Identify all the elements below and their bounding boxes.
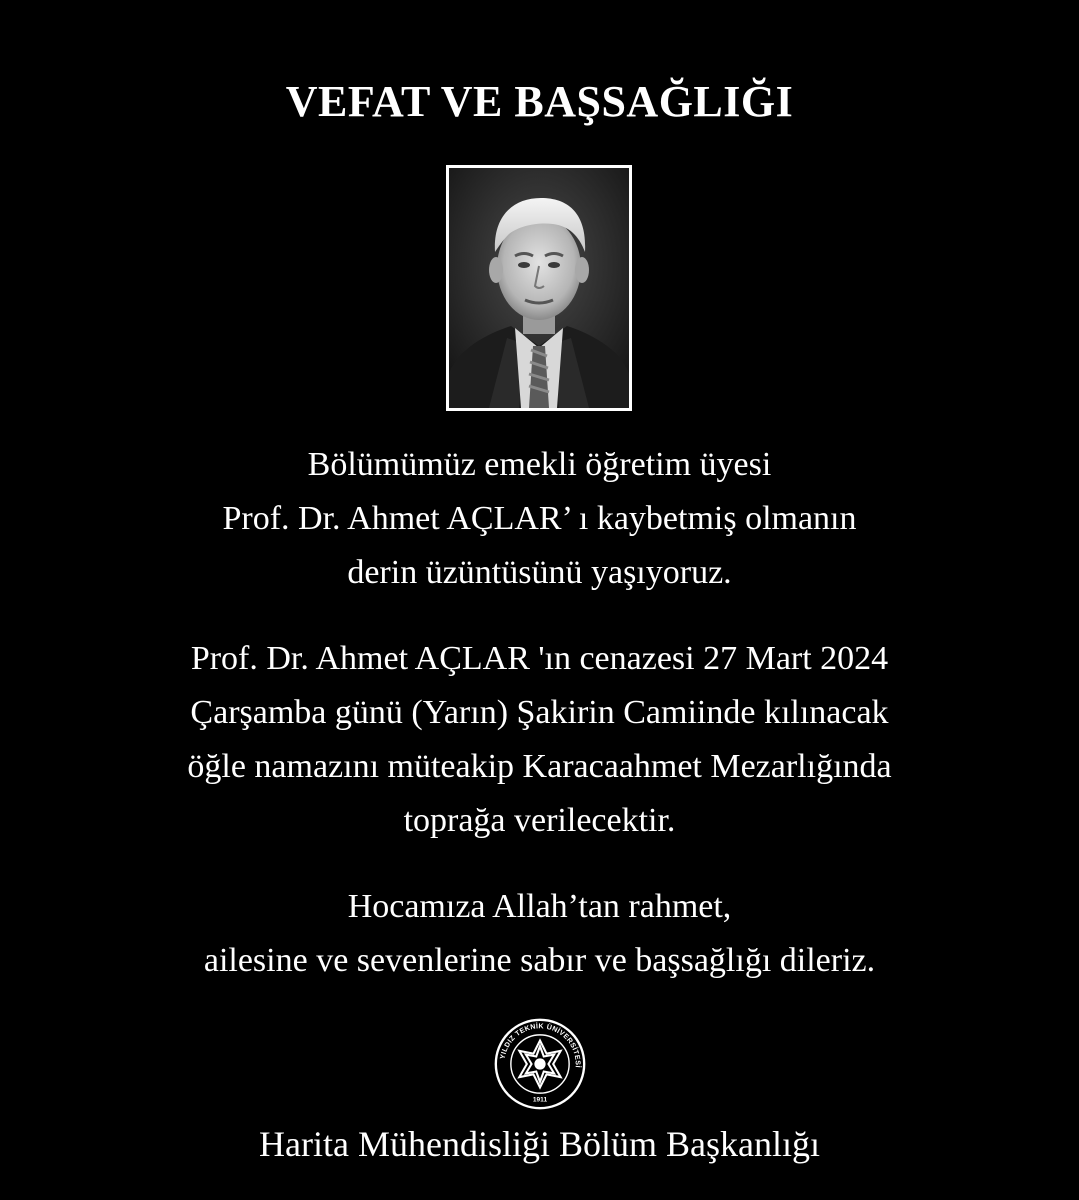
department-signature: Harita Mühendisliği Bölüm Başkanlığı <box>259 1124 820 1164</box>
notice-title: VEFAT VE BAŞSAĞLIĞI <box>285 77 794 126</box>
condolence-line: ailesine ve sevenlerine sabır ve başsağlığı dileriz. <box>203 942 876 979</box>
portrait-photo <box>446 165 632 411</box>
paragraph-1-line: Prof. Dr. Ahmet AÇLAR’ ı kaybetmiş olmanın <box>222 500 857 537</box>
university-seal-logo <box>493 1017 587 1111</box>
paragraph-1-line: derin üzüntüsünü yaşıyoruz. <box>347 554 732 591</box>
condolence-message <box>0 880 1079 988</box>
funeral-details-line: toprağa verilecektir. <box>403 802 676 839</box>
funeral-details-line: Çarşamba günü (Yarın) Şakirin Camiinde kılınacak <box>190 694 889 731</box>
notice-paragraph-1 <box>0 438 1079 600</box>
condolence-line: Hocamıza Allah’tan rahmet, <box>347 888 732 925</box>
portrait-image <box>449 168 629 408</box>
seal-ring-text: YILDIZ TEKNİK ÜNİVERSİTESİ <box>499 1023 581 1069</box>
funeral-details-line: Prof. Dr. Ahmet AÇLAR 'ın cenazesi 27 Mart 2024 <box>190 640 889 677</box>
funeral-details-line: öğle namazını müteakip Karacaahmet Mezarlığında <box>187 748 892 785</box>
seal-year: 1911 <box>532 1096 548 1104</box>
paragraph-1-line: Bölümümüz emekli öğretim üyesi <box>307 446 772 483</box>
funeral-details <box>0 632 1079 848</box>
